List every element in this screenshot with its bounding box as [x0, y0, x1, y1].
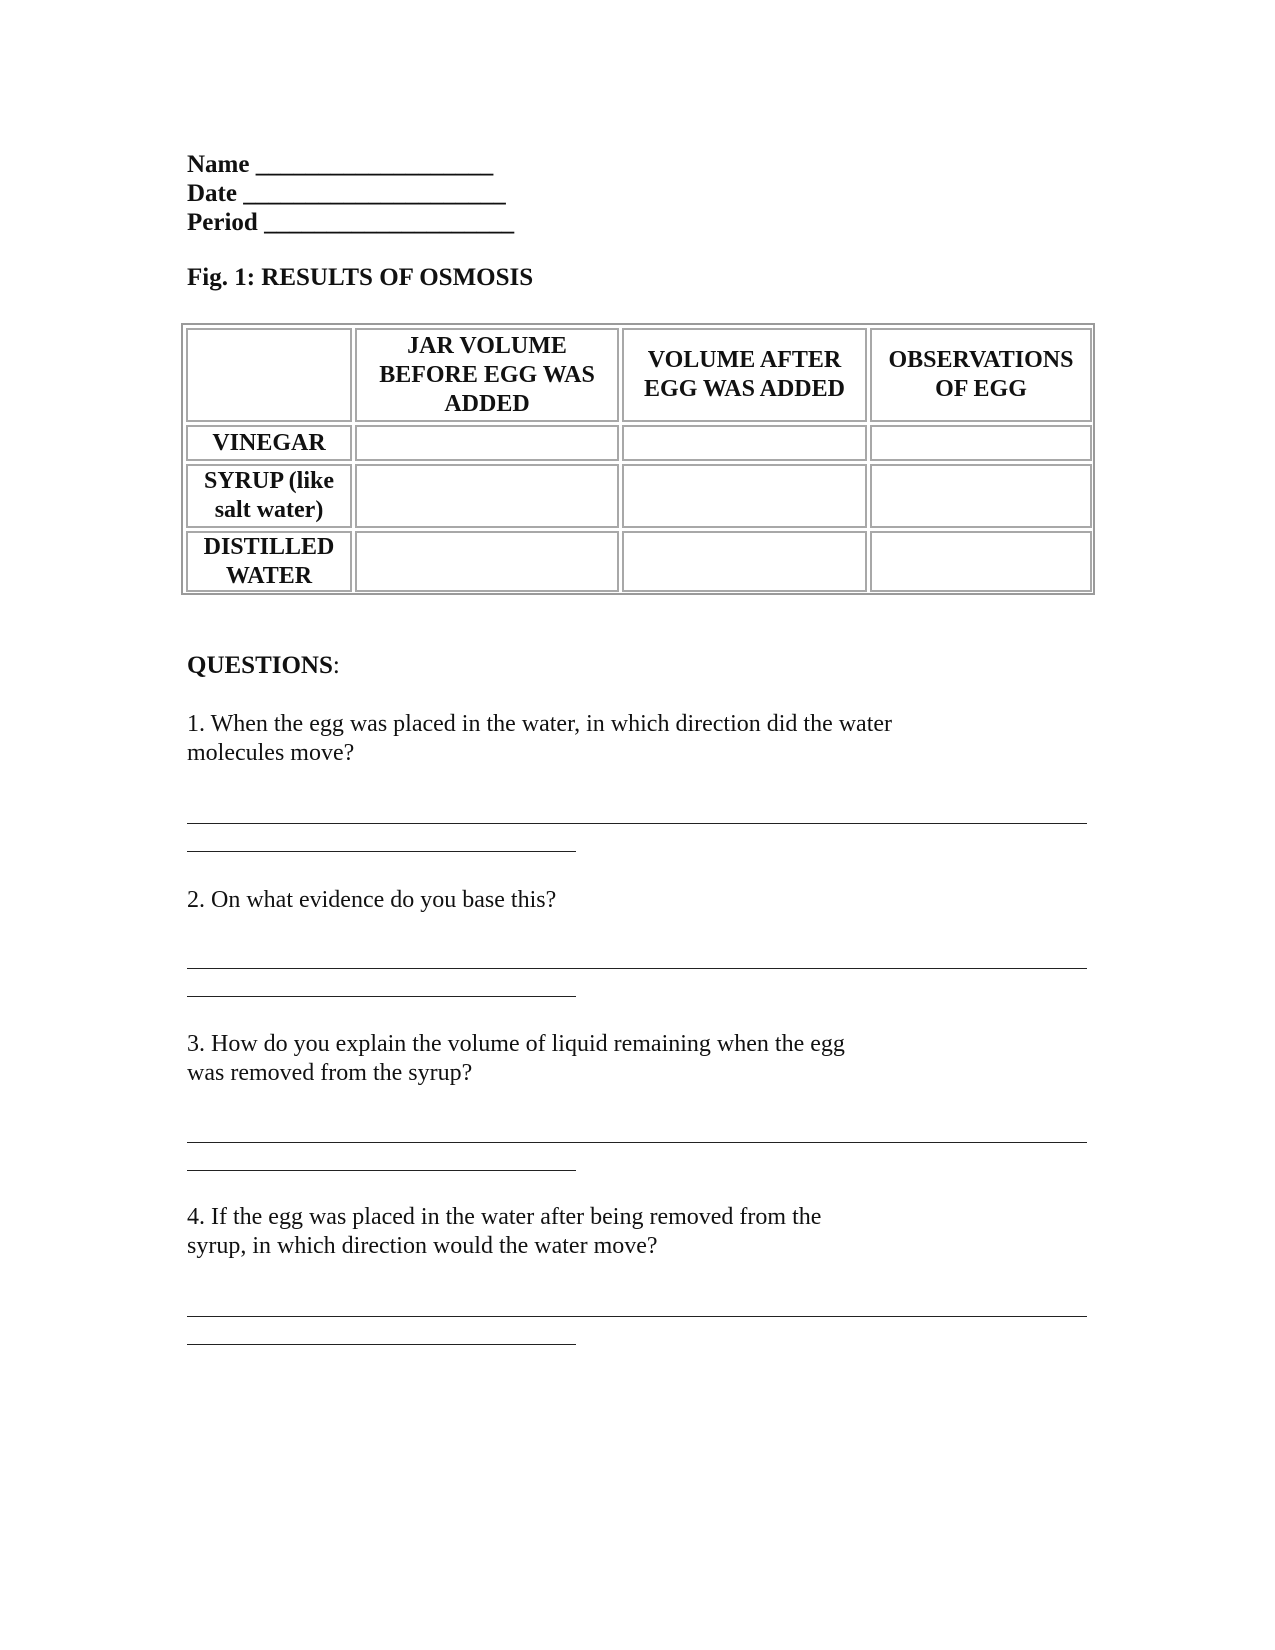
figure-title: Fig. 1: RESULTS OF OSMOSIS: [187, 264, 534, 291]
table-cell: [355, 425, 619, 461]
answer-line[interactable]: [187, 1316, 1087, 1317]
table-cell: [622, 425, 867, 461]
question-4: 4. If the egg was placed in the water after being removed from the syrup, in which direction would the water move?: [187, 1204, 822, 1259]
answer-line[interactable]: [187, 1142, 1087, 1143]
question-1: 1. When the egg was placed in the water, in which direction did the water molecules move?: [187, 711, 893, 766]
question-3: 3. How do you explain the volume of liquid remaining when the egg was removed from the syrup?: [187, 1031, 845, 1086]
table-cell: [622, 531, 867, 592]
results-table: [181, 323, 1095, 595]
column-header-volume-after: VOLUME AFTER EGG WAS ADDED: [622, 328, 867, 422]
answer-line[interactable]: [187, 996, 576, 997]
row-label-vinegar: VINEGAR: [186, 425, 352, 461]
questions-heading: [187, 652, 340, 680]
table-cell: [355, 531, 619, 592]
column-header-observations: OBSERVATIONS OF EGG: [870, 328, 1092, 422]
name-field: Name ___________________: [187, 151, 494, 178]
table-cell: [870, 425, 1092, 461]
answer-line[interactable]: [187, 1170, 576, 1171]
table-cell: [870, 464, 1092, 528]
date-field: Date _____________________: [187, 180, 506, 207]
answer-line[interactable]: [187, 1344, 576, 1345]
questions-heading-label: QUESTIONS: [187, 652, 333, 679]
answer-line[interactable]: [187, 851, 576, 852]
period-field: Period ____________________: [187, 209, 515, 236]
question-2: 2. On what evidence do you base this?: [187, 887, 557, 913]
table-cell: [355, 464, 619, 528]
table-corner-cell: [186, 328, 352, 422]
questions-heading-colon: :: [332, 652, 340, 679]
table-cell: [622, 464, 867, 528]
row-label-distilled-water: DISTILLED WATER: [186, 531, 352, 592]
table-cell: [870, 531, 1092, 592]
answer-line[interactable]: [187, 968, 1087, 969]
row-label-syrup: SYRUP (like salt water): [186, 464, 352, 528]
column-header-jar-volume: JAR VOLUME BEFORE EGG WAS ADDED: [355, 328, 619, 422]
answer-line[interactable]: [187, 823, 1087, 824]
